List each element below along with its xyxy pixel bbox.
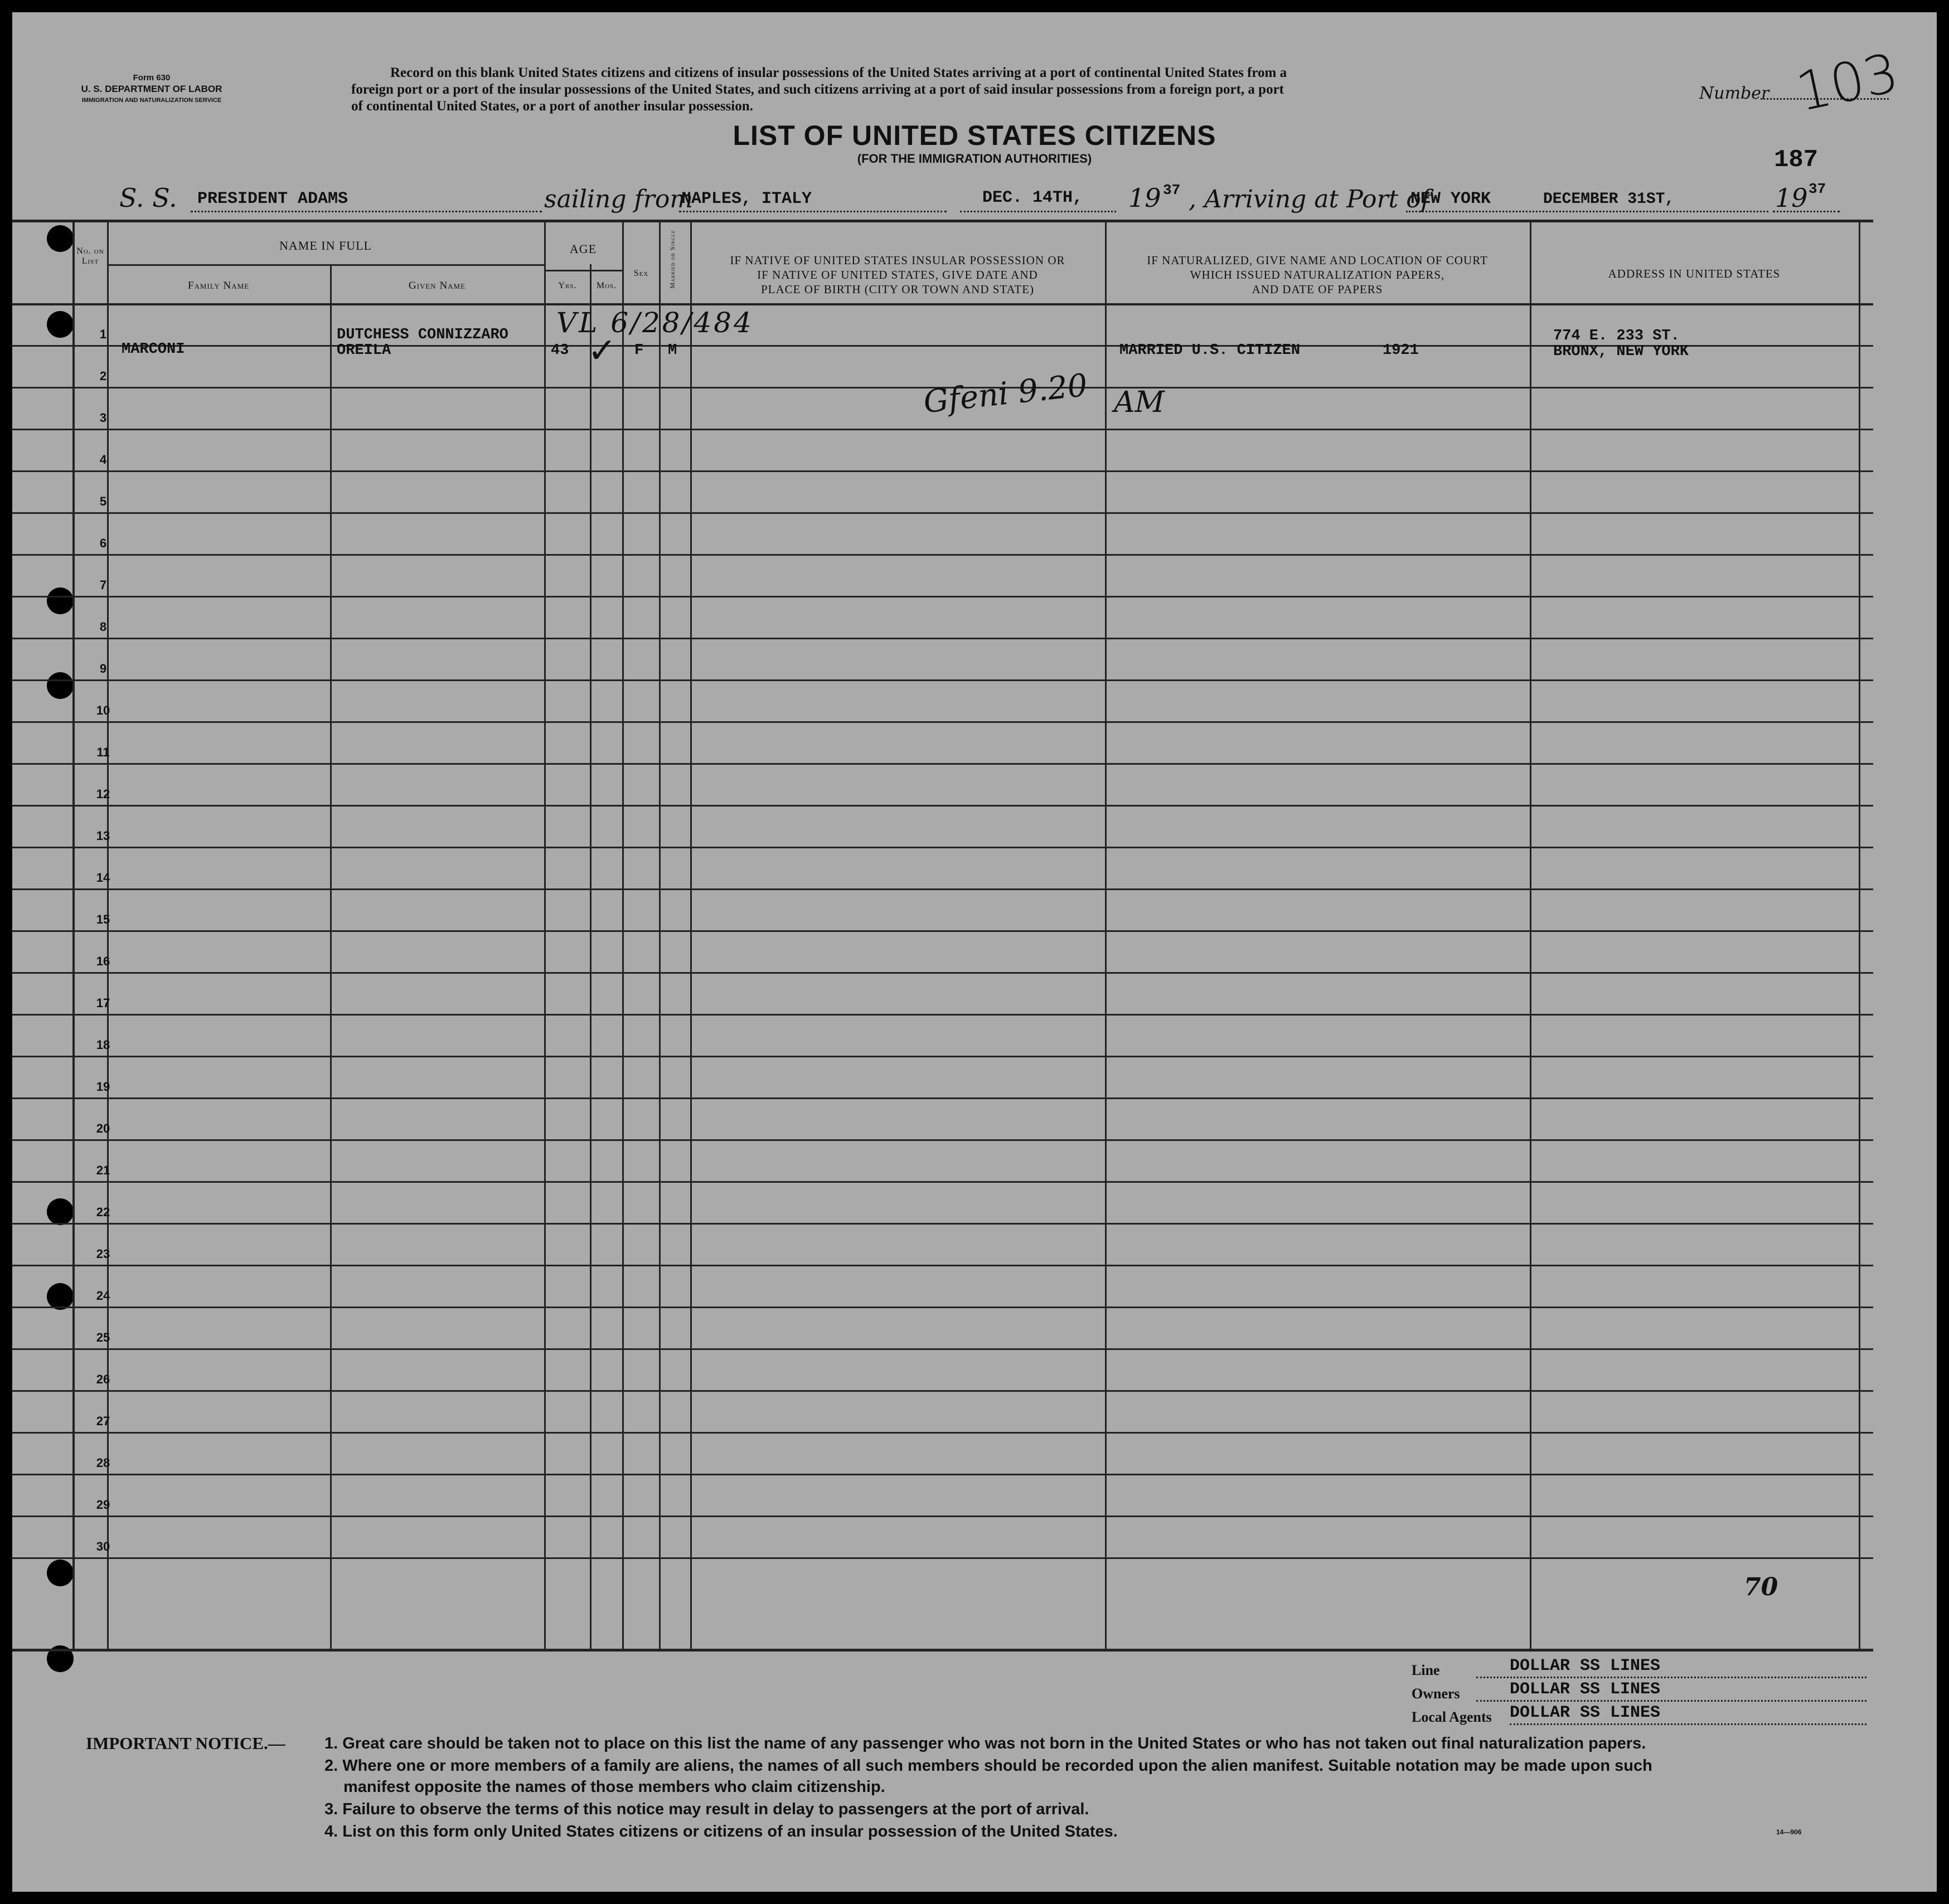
service: IMMIGRATION AND NATURALIZATION SERVICE <box>81 97 222 104</box>
sailing-label: sailing from <box>544 185 694 213</box>
row-rule <box>12 554 1873 556</box>
punch-hole <box>47 311 74 338</box>
naturalized-header-line: AND DATE OF PAPERS <box>1252 283 1383 296</box>
line-value: DOLLAR SS LINES <box>1510 1657 1661 1675</box>
notice-item: 2. Where one or more members of a family are aliens, the names of all such members should be recorded upon the alien manifest. Suitable notation may be made upon such <box>324 1757 1652 1775</box>
row-number: 25 <box>96 1330 110 1344</box>
entry-address: BRONX, NEW YORK <box>1553 343 1689 360</box>
birth-header-line: IF NATIVE OF UNITED STATES, GIVE DATE AND <box>757 268 1038 281</box>
row-rule <box>12 470 1873 472</box>
instruction-line: foreign port or a port of the insular possessions of the United States, and such citizens arriving at a port of said insular possessions from a foreign port, a port <box>351 82 1284 97</box>
row-rule <box>12 512 1873 514</box>
column-rule <box>659 220 661 1650</box>
owners-value: DOLLAR SS LINES <box>1510 1680 1661 1699</box>
row-number: 16 <box>96 954 110 968</box>
row-number: 4 <box>99 453 107 467</box>
table-top-rule <box>12 220 1873 222</box>
checkmark-icon: ✓ <box>588 330 617 371</box>
arrival-port: NEW YORK <box>1410 190 1491 208</box>
row-rule <box>12 1265 1873 1266</box>
ss-label: S. S. <box>119 183 177 213</box>
row-number: 18 <box>96 1038 110 1052</box>
row-number: 12 <box>96 787 110 801</box>
entry-naturalization-year: 1921 <box>1383 342 1419 359</box>
entry-sex: F <box>634 342 644 359</box>
row-rule <box>12 763 1873 765</box>
punch-hole <box>47 587 74 614</box>
owners-label: Owners <box>1412 1686 1460 1702</box>
name-in-full-header: NAME IN FULL <box>279 239 372 252</box>
column-rule <box>1105 220 1107 1650</box>
arrival-year-underline <box>1773 211 1840 212</box>
row-number: 9 <box>99 662 107 676</box>
instruction-line: Record on this blank United States citizens and citizens of insular possessions of the United States arriving at a port of continental United States from a <box>390 65 1287 80</box>
row-rule <box>12 1306 1873 1308</box>
row-rule <box>12 1474 1873 1475</box>
row-rule <box>12 1139 1873 1141</box>
entry-family-name: MARCONI <box>122 341 185 358</box>
notice-item: 3. Failure to observe the terms of this notice may result in delay to passengers at the port of arrival. <box>324 1800 1089 1818</box>
row-number: 11 <box>96 745 110 759</box>
punch-hole <box>47 225 74 252</box>
row-rule <box>12 805 1873 807</box>
year-prefix: 19 <box>1128 183 1161 213</box>
column-rule <box>1859 220 1860 1650</box>
row-rule <box>12 1223 1873 1225</box>
row-rule <box>12 888 1873 890</box>
age-subheader-rule <box>544 270 623 271</box>
arrival-date: DECEMBER 31ST, <box>1543 191 1675 208</box>
row-number: 1 <box>99 327 107 341</box>
arrival-underline <box>1406 211 1768 212</box>
ship-name: PRESIDENT ADAMS <box>197 190 348 208</box>
name-subheader-rule <box>107 264 545 266</box>
row-number: 30 <box>96 1539 110 1553</box>
page-title: LIST OF UNITED STATES CITIZENS <box>733 120 1216 151</box>
entry-naturalization: MARRIED U.S. CITIZEN <box>1119 342 1301 359</box>
page-subtitle: (FOR THE IMMIGRATION AUTHORITIES) <box>857 152 1092 166</box>
row-number: 24 <box>96 1289 110 1303</box>
ship-underline <box>191 211 542 212</box>
punch-hole <box>47 1283 74 1310</box>
row-number: 17 <box>96 996 110 1010</box>
sail-date: DEC. 14TH, <box>982 188 1083 207</box>
column-rule <box>107 220 109 1650</box>
column-rule <box>690 220 692 1650</box>
page-mark: 70 <box>1744 1573 1778 1601</box>
notice-heading: IMPORTANT NOTICE.— <box>86 1733 285 1753</box>
married-single-header: Married or Single <box>668 230 676 289</box>
punch-hole <box>47 1198 74 1225</box>
row-number: 26 <box>96 1372 110 1386</box>
given-name-header: Given Name <box>408 280 466 292</box>
column-rule <box>622 220 624 1650</box>
handwritten-initials: AM <box>1114 386 1165 419</box>
manifest-sheet <box>12 12 1937 1892</box>
row-rule <box>12 1097 1873 1099</box>
row-rule <box>12 1014 1873 1016</box>
no-on-list-header: No. on List <box>76 246 104 266</box>
row-rule <box>12 721 1873 723</box>
row-rule <box>12 1348 1873 1350</box>
department: U. S. DEPARTMENT OF LABOR <box>81 84 222 94</box>
column-rule <box>72 220 75 1650</box>
line-underline <box>1476 1677 1866 1678</box>
row-number: 10 <box>96 703 110 717</box>
arrival-year: 37 <box>1809 181 1826 197</box>
row-number: 3 <box>99 411 107 425</box>
punch-hole <box>47 1560 74 1586</box>
row-rule <box>12 1432 1873 1434</box>
row-rule <box>12 930 1873 932</box>
entry-given-name: OREILA <box>337 342 391 359</box>
birth-column-header <box>690 253 1105 297</box>
row-number: 13 <box>96 829 110 843</box>
local-agents-label: Local Agents <box>1412 1709 1492 1725</box>
row-number: 15 <box>96 912 110 926</box>
naturalized-column-header <box>1105 253 1530 297</box>
row-rule <box>12 1390 1873 1392</box>
owners-underline <box>1476 1700 1866 1702</box>
row-number: 21 <box>96 1163 110 1177</box>
yrs-header: Yrs. <box>558 281 577 290</box>
row-rule <box>12 1181 1873 1183</box>
naturalized-header-line: IF NATURALIZED, GIVE NAME AND LOCATION OF COURT <box>1147 254 1488 267</box>
row-number: 5 <box>99 494 107 508</box>
handwritten-annotation: VL 6/28/484 <box>556 307 754 339</box>
row-rule <box>12 972 1873 974</box>
from-port: NAPLES, ITALY <box>681 190 812 208</box>
row-number: 29 <box>96 1498 110 1512</box>
row-number: 28 <box>96 1456 110 1470</box>
row-rule <box>12 596 1873 598</box>
address-column-header: ADDRESS IN UNITED STATES <box>1608 267 1781 280</box>
notice-item: manifest opposite the names of those members who claim citizenship. <box>343 1778 885 1796</box>
sail-year: 37 <box>1163 182 1181 198</box>
table-bottom-rule <box>12 1649 1873 1652</box>
row-rule <box>12 1557 1873 1559</box>
form-number-block <box>51 72 252 106</box>
row-number: 6 <box>99 536 107 550</box>
from-underline <box>679 211 947 212</box>
instruction-line: of continental United States, or a port of another insular possession. <box>351 99 753 114</box>
entry-marital-status: M <box>668 342 677 359</box>
row-number: 19 <box>96 1080 110 1094</box>
age-header: AGE <box>569 242 597 256</box>
header-bottom-rule <box>12 303 1873 305</box>
row-number: 14 <box>96 871 110 885</box>
mos-header: Mos. <box>596 281 617 290</box>
entry-given-name: DUTCHESS CONNIZZARO <box>337 327 508 343</box>
date-underline <box>960 211 1116 212</box>
row-rule <box>12 847 1873 848</box>
row-number: 20 <box>96 1121 110 1135</box>
birth-header-line: IF NATIVE OF UNITED STATES INSULAR POSSESSION OR <box>730 254 1065 267</box>
column-rule <box>544 220 546 1650</box>
line-label: Line <box>1412 1662 1440 1678</box>
row-number: 22 <box>96 1205 110 1219</box>
row-rule <box>12 1516 1873 1517</box>
punch-hole <box>47 672 74 699</box>
row-number: 7 <box>99 578 107 592</box>
handwritten-signature: Gfeni 9.20 <box>922 367 1089 421</box>
row-number: 2 <box>99 369 107 383</box>
row-rule <box>12 429 1873 430</box>
arriving-label: , Arriving at Port of <box>1189 185 1430 213</box>
notice-item: 4. List on this form only United States citizens or citizens of an insular possession of the United States. <box>324 1823 1118 1840</box>
row-rule <box>12 1056 1873 1057</box>
number-label: Number <box>1699 84 1769 103</box>
row-number: 8 <box>99 620 107 634</box>
column-rule <box>1530 220 1531 1650</box>
naturalized-header-line: WHICH ISSUED NATURALIZATION PAPERS, <box>1190 268 1445 281</box>
number-value: 103 <box>1791 41 1904 124</box>
entry-address: 774 E. 233 ST. <box>1553 328 1680 344</box>
family-name-header: Family Name <box>187 280 250 292</box>
birth-header-line: PLACE OF BIRTH (CITY OR TOWN AND STATE) <box>760 283 1035 296</box>
row-rule <box>12 638 1873 639</box>
instructions <box>351 65 1645 115</box>
row-rule <box>12 679 1873 681</box>
form-number: Form 630 <box>133 73 171 82</box>
local-agents-underline <box>1510 1723 1866 1725</box>
arrival-year-prefix: 19 <box>1775 183 1808 213</box>
page-number: 187 <box>1774 146 1819 174</box>
entry-age-years: 43 <box>551 342 569 359</box>
notice-item: 1. Great care should be taken not to place on this list the name of any passenger who was not born in the United States or who has not taken out final naturalization papers. <box>324 1735 1646 1752</box>
sex-header: Sex <box>633 269 649 278</box>
row-number: 23 <box>96 1247 110 1261</box>
row-number: 27 <box>96 1414 110 1428</box>
local-agents-value: DOLLAR SS LINES <box>1510 1703 1661 1722</box>
form-code: 14—906 <box>1776 1828 1802 1836</box>
